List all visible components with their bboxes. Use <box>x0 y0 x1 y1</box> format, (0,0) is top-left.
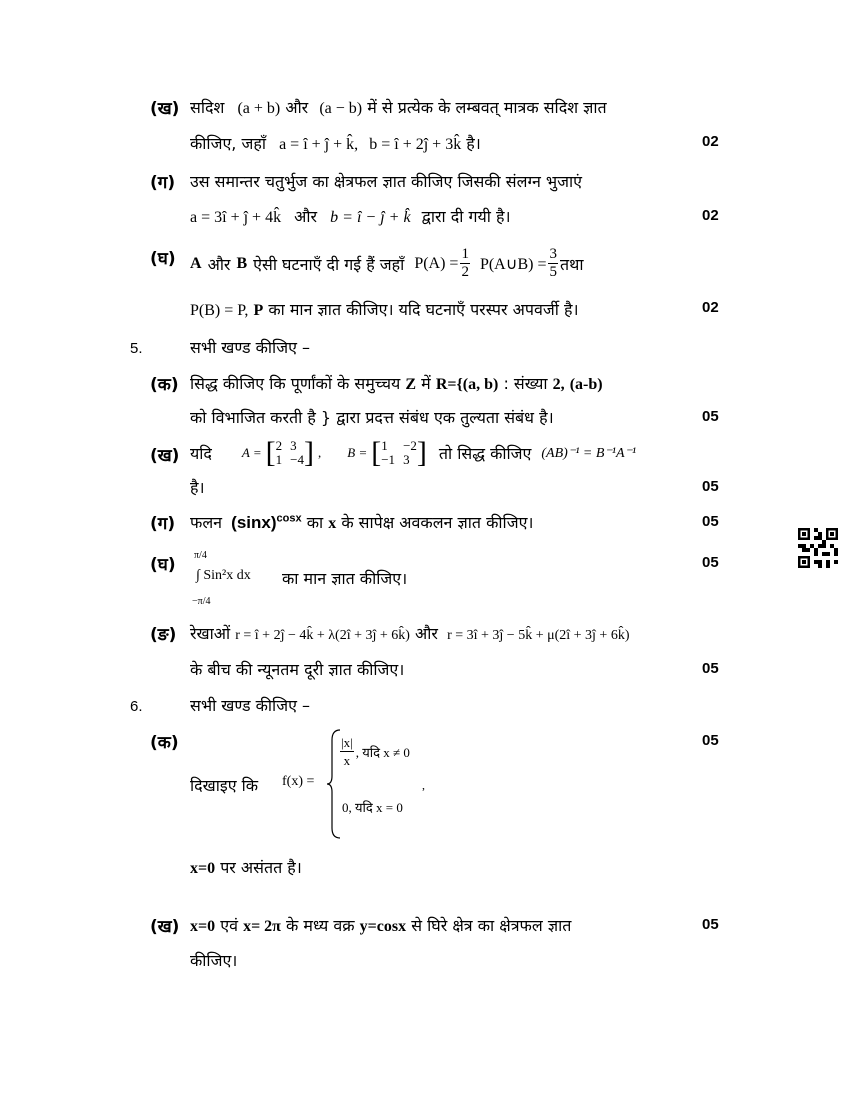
q4-gha-line2 <box>190 298 579 320</box>
text: में <box>421 374 431 393</box>
exponent-cosx: cosx <box>276 512 302 525</box>
marks: 05 <box>702 916 719 933</box>
text: के सापेक्ष अवकलन ज्ञात कीजिए। <box>341 513 534 532</box>
number-two: 2, <box>552 376 565 393</box>
matrix-b <box>371 438 427 468</box>
inverse-equation: (AB)⁻¹ = B⁻¹A⁻¹ <box>541 445 637 461</box>
point-x0: x=0 <box>190 860 216 877</box>
q4-ga-line2 <box>190 205 511 227</box>
text: एवं <box>220 916 238 935</box>
piecewise-case-2: 0, यदि x = 0 <box>342 800 403 815</box>
text: है। <box>466 134 481 153</box>
q5-nga-label: (ङ) <box>150 625 177 645</box>
integral-lower-limit: −π/4 <box>192 596 211 607</box>
set-z: Z <box>405 376 417 393</box>
marks: 02 <box>702 133 719 150</box>
function-fx: f(x) = <box>282 774 315 789</box>
text: और <box>285 98 309 117</box>
text: का मान ज्ञात कीजिए। यदि घटनाएँ परस्पर अपवर्जी है। <box>268 300 579 319</box>
vector-b-def: b = î + 2ĵ + 3k̂ <box>369 136 462 153</box>
q5-ga-line <box>190 511 533 533</box>
vector-a-minus-b: (a − b) <box>319 100 363 117</box>
marks: 05 <box>702 732 719 749</box>
relation-r: R={(a, b) <box>435 376 499 393</box>
matrix-a <box>266 438 314 468</box>
vector-a-plus-b: (a + b) <box>237 100 281 117</box>
text: से घिरे क्षेत्र का क्षेत्रफल ज्ञात <box>411 916 572 935</box>
denominator: x <box>343 753 351 768</box>
matrix-a-lhs: A = <box>241 445 262 460</box>
integral-expression: ∫ Sin²x dx <box>196 568 251 583</box>
marks: 05 <box>702 478 719 495</box>
text: द्वारा दी गयी है। <box>421 207 511 226</box>
text: फलन <box>190 513 223 532</box>
line-r2: r = 3î + 3ĵ − 5k̂ + μ(2î + 3ĵ + 6k̂) <box>447 628 630 643</box>
text: सदिश <box>190 98 225 117</box>
question-5-heading: सभी खण्ड कीजिए – <box>190 338 311 357</box>
function-sinx: (sinx) <box>231 513 277 532</box>
bracket-left: [ <box>371 436 382 469</box>
bracket-right: ] <box>304 436 314 469</box>
text: ऐसी घटनाएँ दी गई हैं जहाँ <box>253 254 405 274</box>
prob-b: P(B) = P, <box>190 302 249 319</box>
marks: 02 <box>702 207 719 224</box>
text: और <box>294 207 318 226</box>
vector-a-def: a = î + ĵ + k̂, <box>279 136 359 153</box>
expr-a-minus-b: (a-b) <box>569 376 603 393</box>
integral-upper-limit: π/4 <box>194 550 207 561</box>
q5-ka-line1 <box>190 372 603 394</box>
piecewise-case-1 <box>338 734 410 769</box>
numerator: 1 <box>461 246 469 262</box>
q5-kha-line2: है। <box>190 478 205 497</box>
var-x: x <box>328 515 337 532</box>
question-6-number: 6. <box>130 698 143 715</box>
question-5-number: 5. <box>130 340 143 357</box>
bracket-right: ] <box>416 436 427 469</box>
q5-nga-line1 <box>190 622 630 644</box>
cell: 1 <box>381 438 388 453</box>
cell: 1 <box>275 452 283 467</box>
event-a: A <box>190 254 202 272</box>
q6-ka-line2 <box>190 856 302 878</box>
q4-kha-label: (ख) <box>150 99 180 119</box>
q6-kha-label: (ख) <box>150 917 180 937</box>
matrix-grid <box>276 439 304 467</box>
cell: −4 <box>290 452 304 467</box>
q5-nga-line2: के बीच की न्यूनतम दूरी ज्ञात कीजिए। <box>190 660 405 679</box>
fraction-abs-x-over-x <box>340 734 354 769</box>
matrix-grid <box>381 439 417 467</box>
text: : संख्या <box>503 374 548 393</box>
q6-kha-line2: कीजिए। <box>190 951 238 970</box>
q5-ga-label: (ग) <box>150 514 176 534</box>
q4-ga-label: (ग) <box>150 173 176 193</box>
q5-ka-label: (क) <box>150 375 179 395</box>
text: पर असंतत है। <box>220 858 302 877</box>
q4-kha-line2 <box>190 132 481 154</box>
q6-ka-show-that: दिखाइए कि <box>190 776 259 795</box>
bound-x2pi: x= 2π <box>243 918 281 935</box>
marks: 05 <box>702 408 719 425</box>
fraction-three-fifths <box>548 246 558 281</box>
cell: 2 <box>275 438 283 453</box>
marks: 05 <box>702 554 719 571</box>
text: सिद्ध कीजिए कि पूर्णांकों के समुच्चय <box>190 374 401 393</box>
q5-gha-text: का मान ज्ञात कीजिए। <box>282 569 408 588</box>
denominator: 2 <box>461 264 469 280</box>
cell: 3 <box>403 452 410 467</box>
line-r1: r = î + 2ĵ − 4k̂ + λ(2î + 3ĵ + 6k̂) <box>235 628 410 643</box>
var-p: P <box>253 302 264 319</box>
bound-x0: x=0 <box>190 918 216 935</box>
marks: 02 <box>702 299 719 316</box>
cell: 3 <box>290 438 297 453</box>
text: के मध्य वक्र <box>286 916 355 935</box>
text: तथा <box>559 254 584 274</box>
q6-ka-label: (क) <box>150 733 179 753</box>
q4-ga-line1: उस समान्तर चतुर्भुज का क्षेत्रफल ज्ञात कीजिए जिसकी संलग्न भुजाएं <box>190 172 583 191</box>
text: और <box>415 624 438 643</box>
matrix-b-lhs: B = <box>347 445 368 460</box>
denominator: 5 <box>549 264 557 280</box>
text: कीजिए, जहाँ <box>190 134 266 153</box>
q6-kha-line1 <box>190 914 571 936</box>
event-b: B <box>236 254 248 272</box>
q5-gha-label: (घ) <box>150 555 176 575</box>
text: और <box>207 254 231 274</box>
q4-gha-label: (घ) <box>150 249 176 269</box>
prob-a-lhs: P(A) = <box>414 254 459 272</box>
q4-kha-line1 <box>190 96 607 118</box>
cell: −2 <box>403 438 417 453</box>
marks: 05 <box>702 513 719 530</box>
question-6-heading: सभी खण्ड कीजिए – <box>190 696 311 715</box>
text: तो सिद्ध कीजिए <box>438 444 532 463</box>
text: यदि <box>190 444 212 463</box>
qr-code <box>798 528 838 568</box>
text: का <box>306 513 324 532</box>
q5-kha-label: (ख) <box>150 446 180 466</box>
cell: −1 <box>381 452 396 467</box>
text: रेखाओं <box>190 624 231 643</box>
fraction-one-half <box>460 246 470 281</box>
prob-union-lhs: P(A∪B) = <box>479 255 547 273</box>
numerator: |x| <box>341 735 353 750</box>
condition: , यदि x ≠ 0 <box>355 744 410 760</box>
comma: , <box>422 778 425 792</box>
numerator: 3 <box>549 246 557 262</box>
q4-gha-line1 <box>190 246 583 281</box>
marks: 05 <box>702 660 719 677</box>
vector-b-def: b = î − ĵ + k̂ <box>330 209 411 226</box>
bracket-left: [ <box>265 436 276 469</box>
q5-ka-line2: को विभाजित करती है } द्वारा प्रदत्त संबंध एक तुल्यता संबंध है। <box>190 408 554 427</box>
vector-a-def: a = 3î + ĵ + 4k̂ <box>190 209 282 226</box>
curve-ycosx: y=cosx <box>359 918 407 935</box>
q5-kha-line1: यदि A = [ 2 3 1 −4 ] , B = [ 1 −2 −1 3 ] तो सिद्ध कीजिए (AB)⁻¹ = B⁻¹A⁻¹ <box>190 436 637 469</box>
text: में से प्रत्येक के लम्बवत् मात्रक सदिश ज्ञात <box>367 98 607 117</box>
